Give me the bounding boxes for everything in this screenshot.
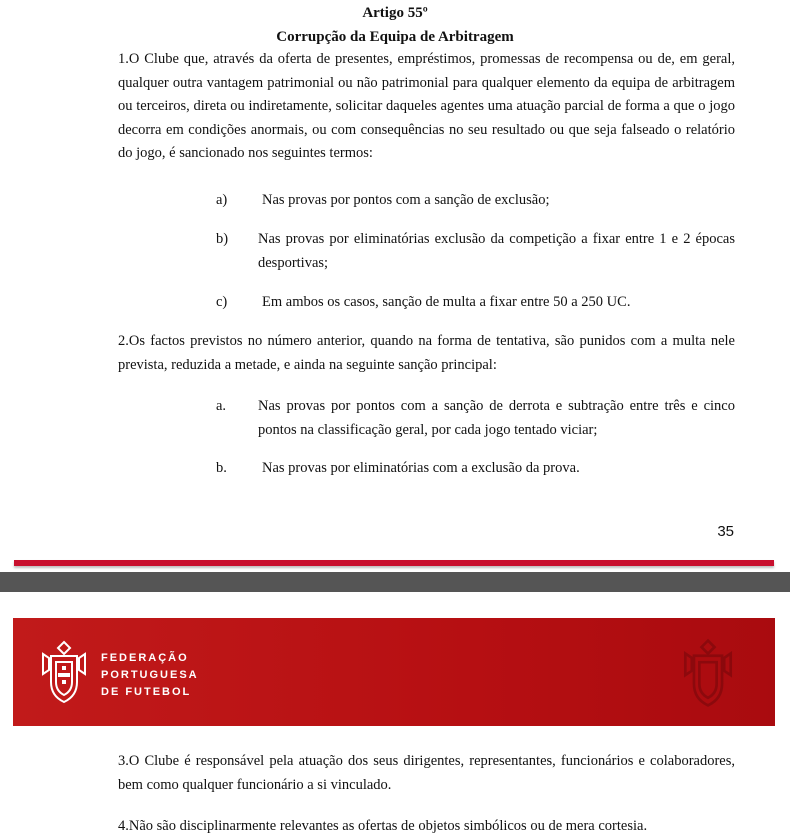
article-title: Artigo 55º: [362, 5, 428, 21]
fpf-header-banner: [13, 618, 775, 726]
paragraph-3: 3.O Clube é responsável pela atuação dos seus dirigentes, representantes, funcionários e colaboradores, bem como qualquer funcionário a si vinculado.: [118, 753, 735, 793]
fpf-watermark-crest-icon: [681, 638, 735, 708]
org-name-line3: DE FUTEBOL: [101, 686, 192, 698]
fpf-crest-icon: [39, 640, 89, 704]
list2-item-a-marker: a.: [216, 398, 227, 414]
list1-item-b-marker: b): [216, 231, 229, 247]
list1-item-c-text: Em ambos os casos, sanção de multa a fixar entre 50 a 250 UC.: [262, 294, 631, 310]
footer-red-rule: [14, 560, 774, 566]
list1-item-b-text: Nas provas por eliminatórias exclusão da competição a fixar entre 1 e 2 épocas desportivas;: [258, 231, 735, 271]
article-subtitle: Corrupção da Equipa de Arbitragem: [276, 29, 514, 45]
paragraph-2: 2.Os factos previstos no número anterior, quando na forma de tentativa, são punidos com a multa nele prevista, reduzida a metade, e ainda na seguinte sanção principal:: [118, 333, 735, 373]
fpf-wordmark: [101, 650, 199, 701]
paragraph-1: 1.O Clube que, através da oferta de presentes, empréstimos, promessas de recompensa ou de, em geral, qualquer outra vantagem patrimonial ou não patrimonial para qualquer elemento da equipa de arbitragem ou terceiros, direta ou indiretamente, solicitar daqueles agentes uma atuação parcial de forma a que o jogo decorra em condições anormais, ou com consequências no seu resultado ou que seja falseado o relatório do jogo, é sancionado nos seguintes termos:: [118, 51, 735, 161]
document-page-36: [0, 592, 790, 837]
org-name-line2: PORTUGUESA: [101, 669, 199, 681]
list2-item-a-text: Nas provas por pontos com a sanção de derrota e subtração entre três e cinco pontos na classificação geral, por cada jogo tentado viciar;: [258, 398, 735, 438]
page-number: 35: [717, 523, 734, 540]
page-separator: [0, 572, 790, 592]
list1-item-a-text: Nas provas por pontos com a sanção de exclusão;: [262, 192, 550, 208]
paragraph-4: 4.Não são disciplinarmente relevantes as ofertas de objetos simbólicos ou de mera cortesia.: [118, 818, 648, 834]
list1-item-a-marker: a): [216, 192, 228, 208]
list2-item-b-marker: b.: [216, 460, 227, 476]
org-name-line1: FEDERAÇÃO: [101, 652, 189, 664]
list1-item-c-marker: c): [216, 294, 228, 310]
list2-item-b-text: Nas provas por eliminatórias com a exclusão da prova.: [262, 460, 580, 476]
